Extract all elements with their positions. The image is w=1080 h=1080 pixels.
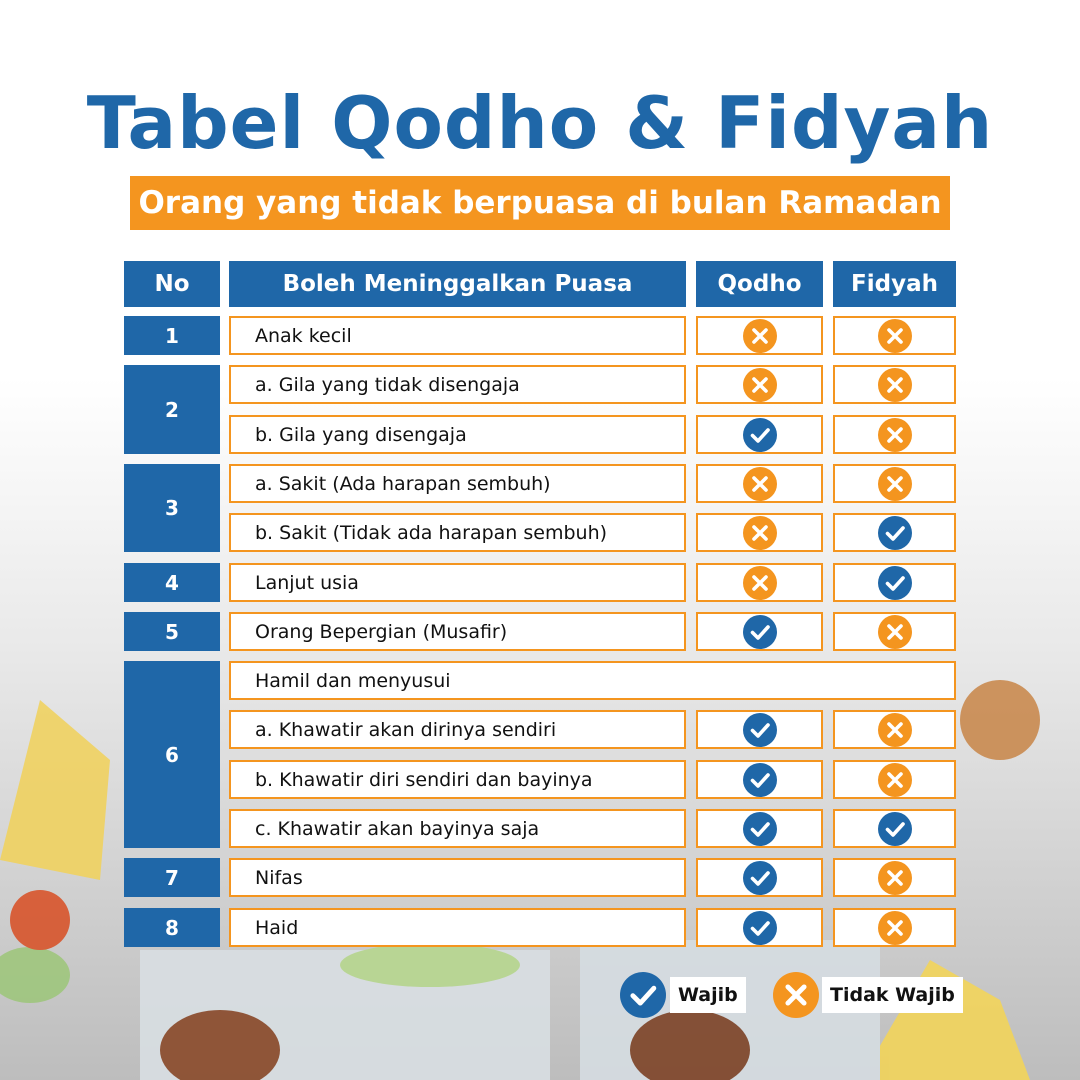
row-description: b. Gila yang disengaja (229, 415, 686, 454)
check-circle-icon (743, 713, 777, 747)
row-number: 2 (124, 365, 220, 454)
legend-label-wajib: Wajib (670, 977, 746, 1013)
cross-circle-icon (773, 972, 819, 1018)
qodho-cell (696, 710, 823, 749)
check-circle-icon (878, 516, 912, 550)
fidyah-cell (833, 563, 956, 602)
check-circle-icon (743, 812, 777, 846)
qodho-cell (696, 858, 823, 897)
fidyah-cell (833, 513, 956, 552)
cross-circle-icon (878, 418, 912, 452)
cross-circle-icon (878, 713, 912, 747)
row-description: b. Khawatir diri sendiri dan bayinya (229, 760, 686, 799)
qodho-cell (696, 760, 823, 799)
cross-circle-icon (878, 911, 912, 945)
qodho-cell (696, 415, 823, 454)
check-circle-icon (878, 812, 912, 846)
row-description: Nifas (229, 858, 686, 897)
fidyah-cell (833, 316, 956, 355)
check-circle-icon (878, 566, 912, 600)
row-number: 6 (124, 661, 220, 848)
cross-circle-icon (878, 861, 912, 895)
fidyah-cell (833, 809, 956, 848)
check-circle-icon (743, 763, 777, 797)
qodho-cell (696, 464, 823, 503)
cross-circle-icon (878, 763, 912, 797)
cross-circle-icon (743, 368, 777, 402)
fidyah-cell (833, 710, 956, 749)
qodho-cell (696, 365, 823, 404)
row-number: 7 (124, 858, 220, 897)
fidyah-cell (833, 612, 956, 651)
row-number: 3 (124, 464, 220, 552)
qodho-cell (696, 809, 823, 848)
row-description: Haid (229, 908, 686, 947)
check-circle-icon (620, 972, 666, 1018)
fidyah-cell (833, 908, 956, 947)
row-description: a. Sakit (Ada harapan sembuh) (229, 464, 686, 503)
row-number: 5 (124, 612, 220, 651)
fidyah-cell (833, 415, 956, 454)
check-circle-icon (743, 615, 777, 649)
qodho-cell (696, 612, 823, 651)
check-circle-icon (743, 418, 777, 452)
row-description: c. Khawatir akan bayinya saja (229, 809, 686, 848)
cross-circle-icon (743, 566, 777, 600)
row-description: a. Gila yang tidak disengaja (229, 365, 686, 404)
cross-circle-icon (743, 516, 777, 550)
fidyah-cell (833, 760, 956, 799)
qodho-cell (696, 908, 823, 947)
row-number: 8 (124, 908, 220, 947)
fidyah-cell (833, 365, 956, 404)
header-fidyah: Fidyah (833, 261, 956, 307)
qodho-cell (696, 513, 823, 552)
row-description: Orang Bepergian (Musafir) (229, 612, 686, 651)
header-no: No (124, 261, 220, 307)
row-number: 4 (124, 563, 220, 602)
cross-circle-icon (743, 467, 777, 501)
page-title: Tabel Qodho & Fidyah (86, 81, 994, 165)
row-description: a. Khawatir akan dirinya sendiri (229, 710, 686, 749)
fidyah-cell (833, 858, 956, 897)
row-description: Hamil dan menyusui (229, 661, 956, 700)
row-description: b. Sakit (Tidak ada harapan sembuh) (229, 513, 686, 552)
qodho-cell (696, 316, 823, 355)
row-description: Anak kecil (229, 316, 686, 355)
cross-circle-icon (878, 319, 912, 353)
header-qodho: Qodho (696, 261, 823, 307)
check-circle-icon (743, 911, 777, 945)
cross-circle-icon (878, 467, 912, 501)
cross-circle-icon (878, 615, 912, 649)
cross-circle-icon (878, 368, 912, 402)
fidyah-cell (833, 464, 956, 503)
row-description: Lanjut usia (229, 563, 686, 602)
row-number: 1 (124, 316, 220, 355)
cross-circle-icon (743, 319, 777, 353)
header-description: Boleh Meninggalkan Puasa (229, 261, 686, 307)
page-subtitle: Orang yang tidak berpuasa di bulan Ramadan (130, 176, 950, 230)
legend-label-tidak-wajib: Tidak Wajib (822, 977, 963, 1013)
qodho-cell (696, 563, 823, 602)
check-circle-icon (743, 861, 777, 895)
